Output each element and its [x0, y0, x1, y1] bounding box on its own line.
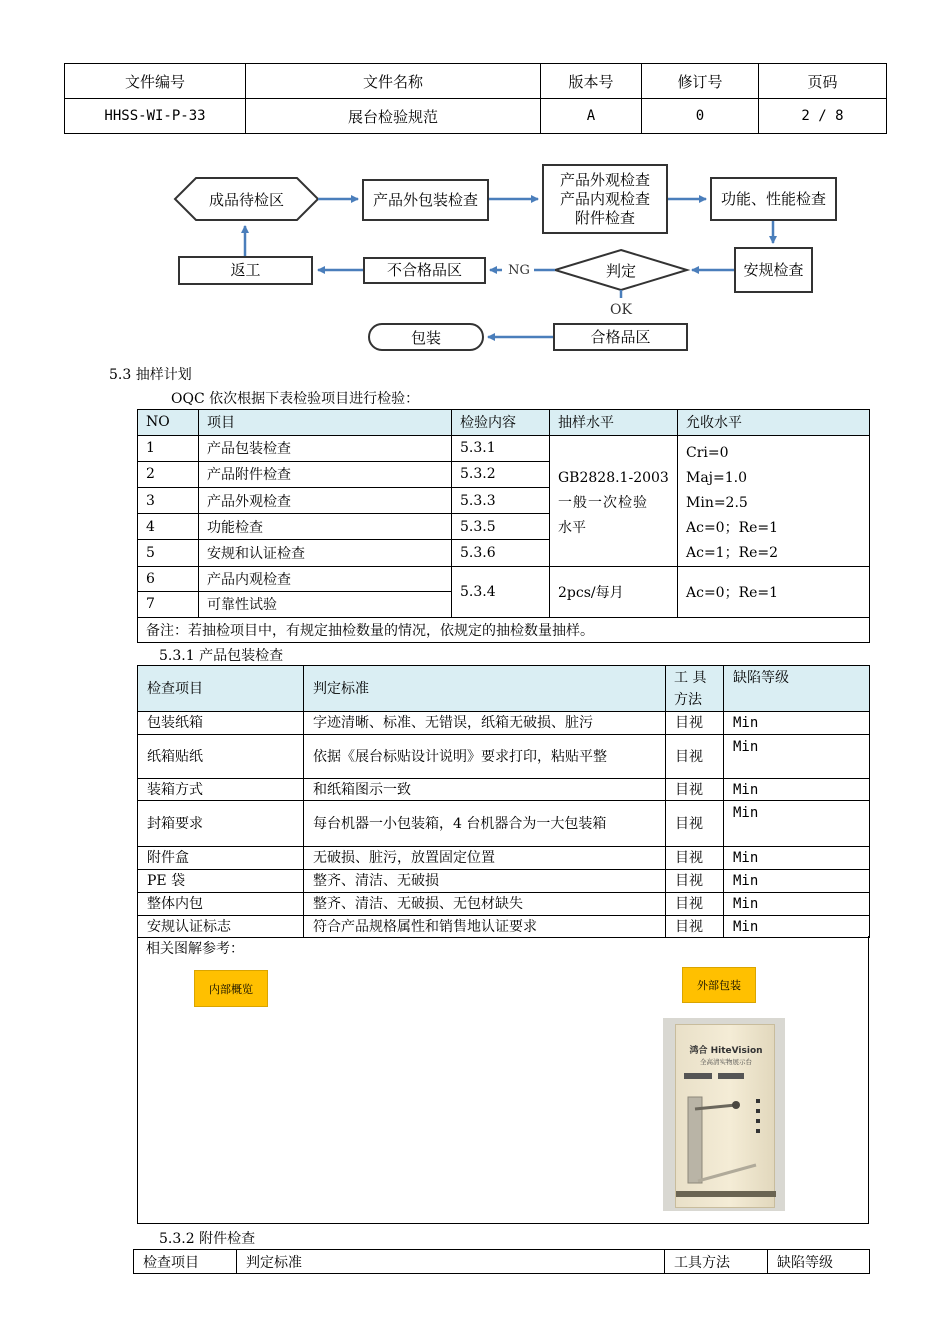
group1-sampling-line-2: 一般一次检验: [558, 494, 648, 511]
reference-label: 相关图解参考：: [146, 941, 244, 957]
table-row: [138, 735, 870, 779]
row-level: Min: [724, 870, 870, 893]
row-item: 可靠性试验: [199, 592, 452, 618]
flow-packing: 包装: [410, 328, 441, 347]
row-tool: 目视: [666, 735, 724, 779]
row-level: Min: [724, 916, 870, 938]
table-row: [138, 779, 870, 801]
package-header-tool: 工 具 方法: [666, 666, 724, 712]
row-content: 5.3.3: [452, 487, 550, 513]
row-tool: 目视: [666, 893, 724, 916]
package-header-row: [138, 666, 870, 712]
row-no: 2: [138, 461, 199, 487]
row-item: 产品附件检查: [199, 461, 452, 487]
row-tool: 目视: [666, 712, 724, 735]
row-tool: 目视: [666, 870, 724, 893]
row-item: 产品外观检查: [199, 487, 452, 513]
accessory-header-row: [134, 1250, 870, 1274]
table-row: [138, 870, 870, 893]
accessory-header-tool: 工具方法: [665, 1250, 768, 1274]
accessory-check-table: [133, 1249, 870, 1274]
section-5-3-intro: OQC 依次根据下表检验项目进行检验：: [171, 391, 420, 407]
table-row: [138, 893, 870, 916]
section-5-3-1-title: 5.3.1 产品包装检查: [159, 648, 284, 664]
flow-ok-label: OK: [610, 302, 632, 318]
table-row: [138, 847, 870, 870]
table-row: [138, 435, 870, 461]
flow-rework: 返工: [178, 256, 313, 285]
row-item: 附件盒: [138, 847, 304, 870]
row-no: 6: [138, 566, 199, 592]
row-no: 5: [138, 540, 199, 566]
flow-pass-area: 合格品区: [553, 323, 688, 351]
flow-function-check: 功能、性能检查: [710, 177, 837, 221]
header-page: 2 / 8: [759, 99, 887, 134]
sampling-header-content: 检验内容: [452, 410, 550, 436]
outer-package-photo: [663, 1018, 785, 1211]
package-header-standard: 判定标准: [304, 666, 666, 712]
row-item: 功能检查: [199, 514, 452, 540]
row-item: 安规和认证检查: [199, 540, 452, 566]
group1-sampling-line-3: 水平: [558, 519, 586, 536]
group1-accept-line-3: Min=2.5: [686, 494, 748, 511]
row-no: 4: [138, 514, 199, 540]
row-no: 3: [138, 487, 199, 513]
group2-content: 5.3.4: [452, 566, 550, 617]
group1-sampling-level: [550, 435, 678, 566]
row-standard: 和纸箱图示一致: [304, 779, 666, 801]
row-content: 5.3.1: [452, 435, 550, 461]
header-revision: 0: [642, 99, 759, 134]
package-header-item: 检查项目: [138, 666, 304, 712]
row-item: 封箱要求: [138, 801, 304, 847]
row-item: 包装纸箱: [138, 712, 304, 735]
header-label-doc-no: 文件编号: [65, 64, 246, 99]
group1-accept-level: [678, 435, 870, 566]
table-row: [138, 566, 870, 592]
row-standard: 依据《展台标贴设计说明》要求打印，粘贴平整: [304, 735, 666, 779]
table-row: [138, 801, 870, 847]
package-check-table: [137, 665, 870, 938]
table-row: [138, 712, 870, 735]
accessory-header-level: 缺陷等级: [768, 1250, 870, 1274]
flow-judge: 判定: [605, 261, 636, 280]
header-doc-name: 展台检验规范: [246, 99, 541, 134]
group2-accept-level: Ac=0；Re=1: [678, 566, 870, 617]
row-standard: 无破损、脏污，放置固定位置: [304, 847, 666, 870]
box-subtitle: 全高清实物展示台: [700, 1058, 752, 1066]
accessory-header-standard: 判定标准: [237, 1250, 665, 1274]
row-item: 安规认证标志: [138, 916, 304, 938]
package-box: [675, 1024, 775, 1208]
tag-outer-package: 外部包装: [682, 967, 756, 1003]
flow-reject-area: 不合格品区: [363, 257, 486, 284]
section-5-3-2-title: 5.3.2 附件检查: [159, 1231, 256, 1247]
row-tool: 目视: [666, 916, 724, 938]
row-no: 7: [138, 592, 199, 618]
row-level: Min: [724, 779, 870, 801]
sampling-note-row: [138, 617, 870, 643]
header-label-doc-name: 文件名称: [246, 64, 541, 99]
table-row: [138, 916, 870, 938]
row-standard: 整齐、清洁、无破损: [304, 870, 666, 893]
row-tool: 目视: [666, 779, 724, 801]
header-label-version: 版本号: [541, 64, 642, 99]
box-product-drawing: [676, 1069, 776, 1199]
group2-sampling-level: 2pcs/每月: [550, 566, 678, 617]
sampling-header-row: [138, 410, 870, 436]
sampling-header-no: NO: [138, 410, 199, 436]
group1-accept-line-4: Ac=0；Re=1: [686, 519, 779, 536]
row-level: Min: [724, 735, 870, 779]
flow-ng-label: NG: [508, 262, 530, 278]
flow-appearance-line-2: 产品内观检查: [559, 189, 650, 208]
row-item: 产品包装检查: [199, 435, 452, 461]
sampling-header-accept: 允收水平: [678, 410, 870, 436]
header-label-revision: 修订号: [642, 64, 759, 99]
flow-outer-pack-check: 产品外包装检查: [362, 179, 489, 221]
row-level: Min: [724, 712, 870, 735]
group1-accept-line-5: Ac=1；Re=2: [686, 544, 779, 561]
flow-safety-check: 安规检查: [734, 247, 813, 293]
group1-accept-line-2: Maj=1.0: [686, 469, 748, 486]
reference-illustration-area: [137, 936, 869, 1224]
accessory-header-item: 检查项目: [134, 1250, 237, 1274]
flow-finished-area: 成品待检区: [208, 190, 284, 209]
flow-appearance-line-1: 产品外观检查: [559, 170, 650, 189]
header-doc-no: HHSS-WI-P-33: [65, 99, 246, 134]
row-item: 纸箱贴纸: [138, 735, 304, 779]
row-standard: 整齐、清洁、无破损、无包材缺失: [304, 893, 666, 916]
row-level: Min: [724, 801, 870, 847]
row-level: Min: [724, 847, 870, 870]
row-tool: 目视: [666, 801, 724, 847]
row-standard: 每台机器一小包装箱，4 台机器合为一大包装箱: [304, 801, 666, 847]
row-standard: 字迹清晰、标准、无错误，纸箱无破损、脏污: [304, 712, 666, 735]
row-item: PE 袋: [138, 870, 304, 893]
row-content: 5.3.2: [452, 461, 550, 487]
row-standard: 符合产品规格属性和销售地认证要求: [304, 916, 666, 938]
package-header-level: 缺陷等级: [724, 666, 870, 712]
row-item: 整体内包: [138, 893, 304, 916]
sampling-note: 备注：若抽检项目中，有规定抽检数量的情况，依规定的抽检数量抽样。: [138, 617, 870, 643]
box-brand: 鸿合 HiteVision: [689, 1046, 763, 1056]
row-item: 装箱方式: [138, 779, 304, 801]
flow-appearance-line-3: 附件检查: [574, 208, 635, 227]
row-tool: 目视: [666, 847, 724, 870]
row-item: 产品内观检查: [199, 566, 452, 592]
group1-sampling-line-1: GB2828.1-2003: [558, 469, 669, 486]
section-5-3-title: 5.3 抽样计划: [109, 367, 192, 383]
tag-inner-overview: 内部概览: [194, 970, 268, 1007]
sampling-header-item: 项目: [199, 410, 452, 436]
sampling-header-level: 抽样水平: [550, 410, 678, 436]
group1-accept-line-1: Cri=0: [686, 444, 729, 461]
row-no: 1: [138, 435, 199, 461]
row-content: 5.3.5: [452, 514, 550, 540]
sampling-plan-table: [137, 409, 870, 643]
row-content: 5.3.6: [452, 540, 550, 566]
header-label-page: 页码: [759, 64, 887, 99]
row-level: Min: [724, 893, 870, 916]
header-version: A: [541, 99, 642, 134]
flow-appearance-check: [542, 164, 668, 234]
